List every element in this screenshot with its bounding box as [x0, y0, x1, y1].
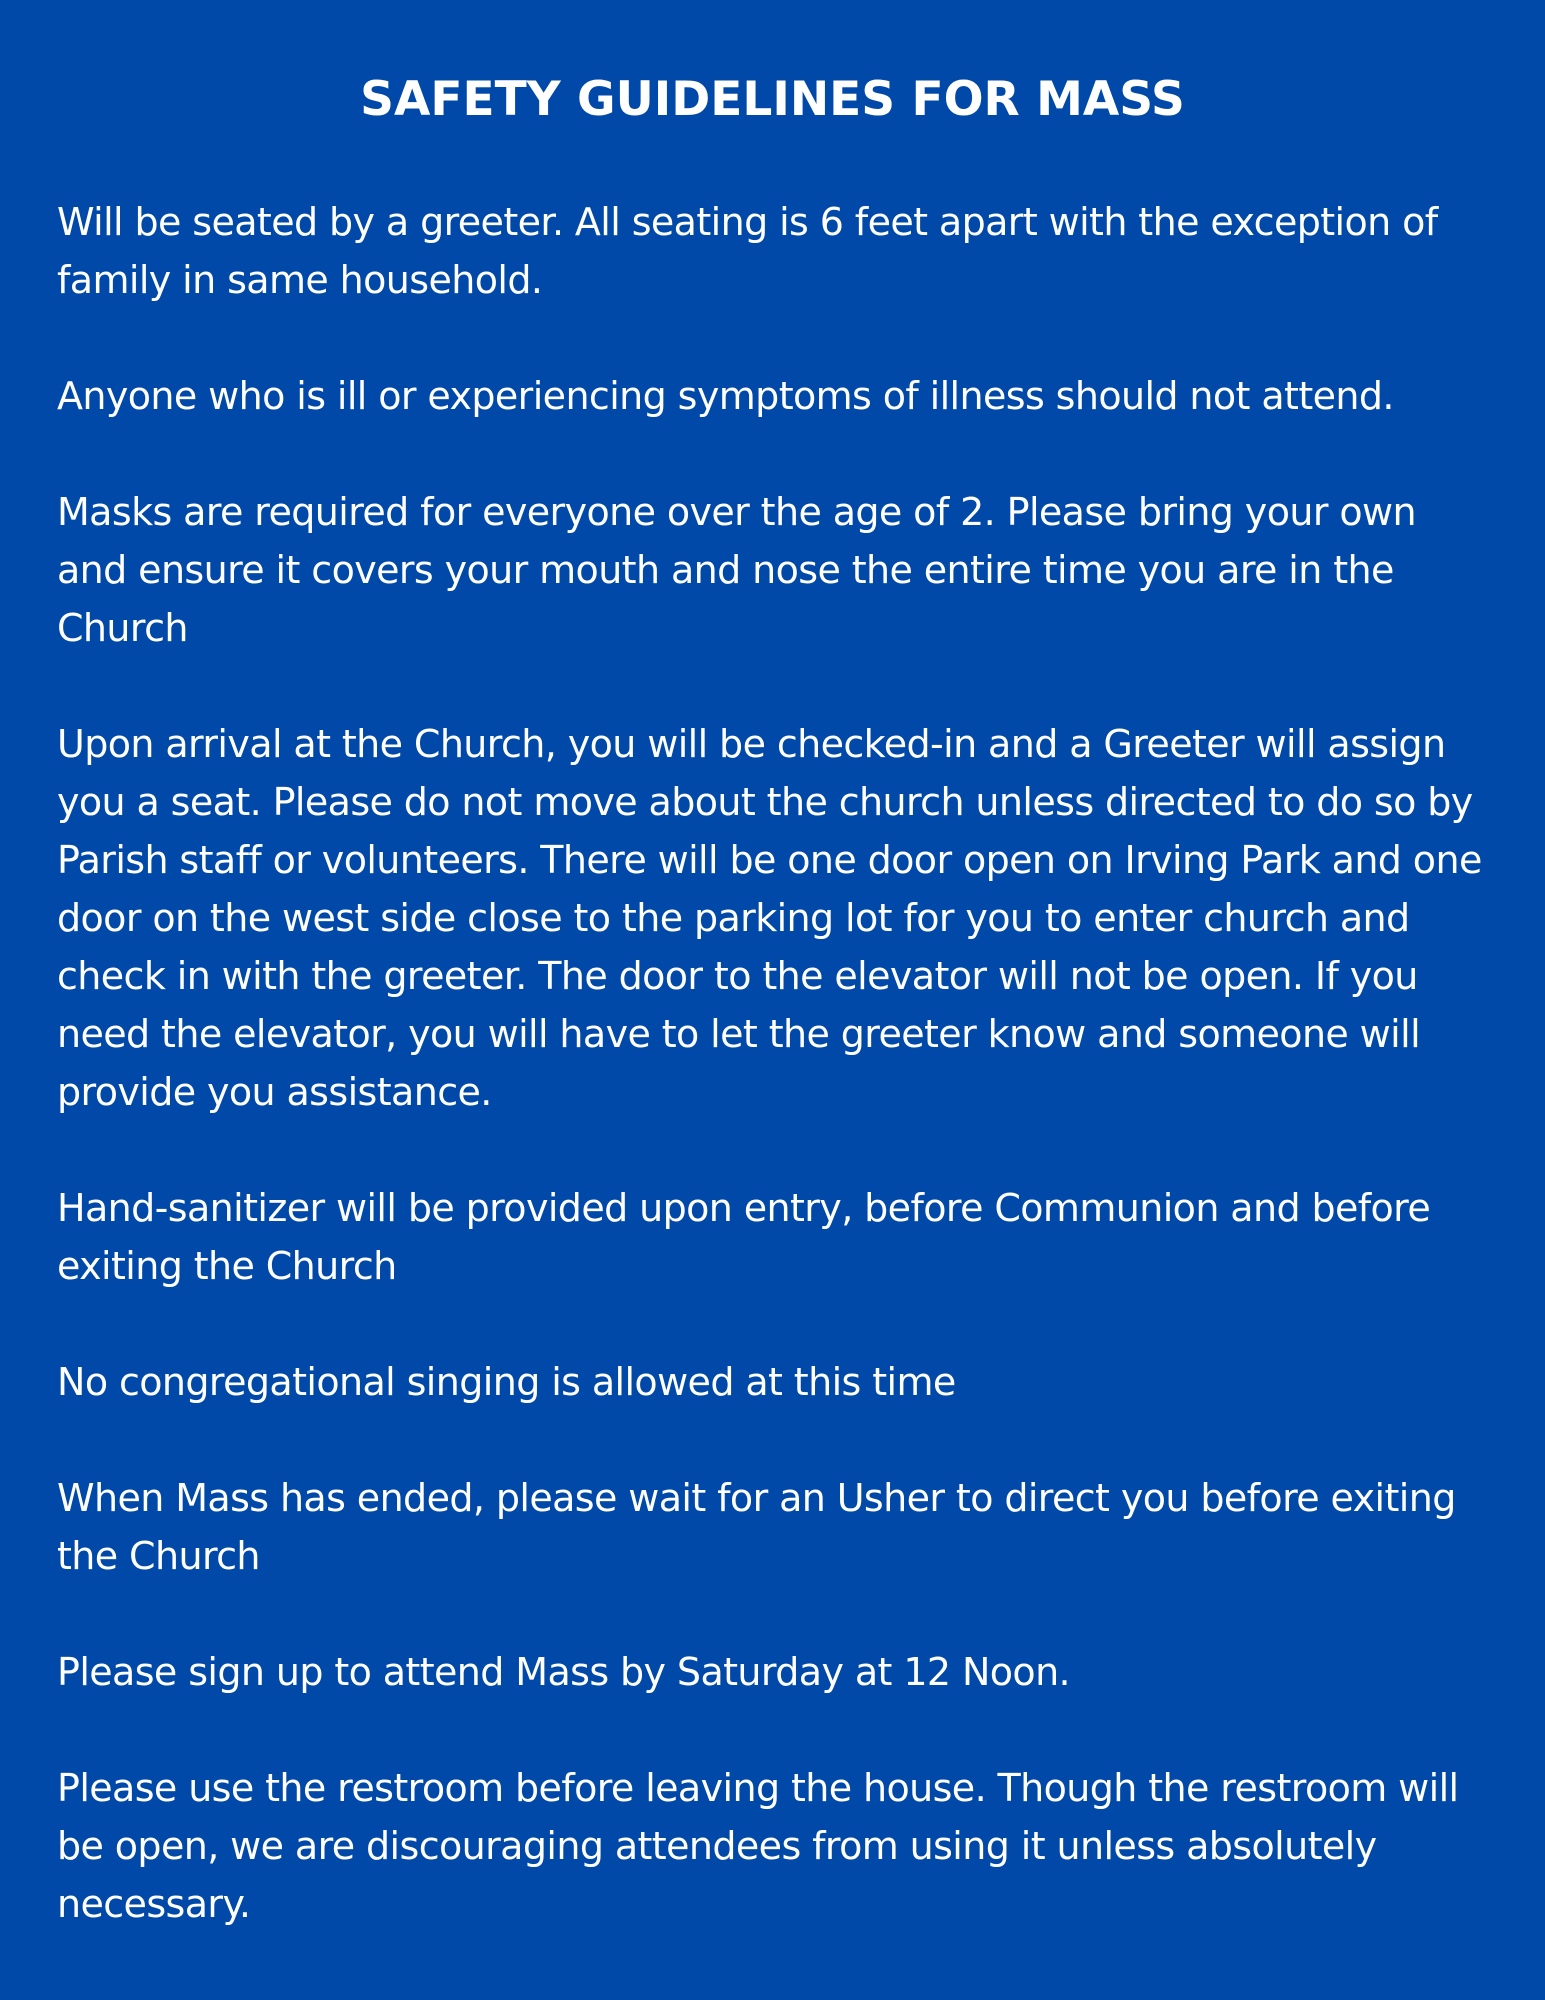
- guideline-seating: Will be seated by a greeter. All seating is 6 feet apart with the exception of family in same household.: [57, 200, 1438, 302]
- guideline-masks: Masks are required for everyone over the age of 2. Please bring your own and ensure it covers your mouth and nose the entire time you are in the Church: [57, 490, 1416, 650]
- guideline-exiting: When Mass has ended, please wait for an Usher to direct you before exiting the Church: [57, 1476, 1456, 1578]
- guideline-signup: Please sign up to attend Mass by Saturday at 12 Noon.: [57, 1650, 1071, 1694]
- guideline-illness: Anyone who is ill or experiencing symptoms of illness should not attend.: [57, 374, 1394, 418]
- guideline-singing: No congregational singing is allowed at this time: [57, 1360, 956, 1404]
- page-title: SAFETY GUIDELINES FOR MASS: [360, 72, 1185, 127]
- guidelines-list: [57, 193, 1497, 1991]
- guideline-restroom: Please use the restroom before leaving the house. Though the restroom will be open, we are discouraging attendees from using it unless absolutely necessary.: [57, 1766, 1459, 1926]
- guideline-arrival: Upon arrival at the Church, you will be checked-in and a Greeter will assign you a seat. Please do not move about the church unless directed to do so by Parish staff or volunteers. There will be one door open on Irving Park and one door on the west side close to the parking lot for you to enter church and check in with the greeter. The door to the elevator will not be open. If you need the elevator, you will have to let the greeter know and someone will provide you assistance.: [57, 722, 1482, 1114]
- guideline-sanitizer: Hand-sanitizer will be provided upon entry, before Communion and before exiting the Church: [57, 1186, 1431, 1288]
